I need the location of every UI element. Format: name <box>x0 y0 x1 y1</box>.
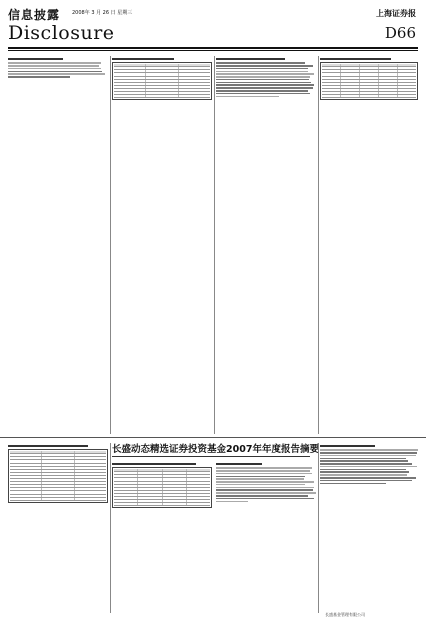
column-divider <box>318 443 319 613</box>
text-line <box>216 481 314 483</box>
text-line <box>320 480 412 482</box>
text-line <box>320 483 386 485</box>
block-heading <box>216 463 262 465</box>
text-column-2 <box>112 56 212 434</box>
block-heading <box>216 58 285 60</box>
text-line <box>216 62 305 64</box>
text-line <box>216 492 316 494</box>
text-line <box>8 71 102 73</box>
text-line <box>216 68 308 70</box>
text-line <box>216 79 309 81</box>
headline-underline <box>112 456 310 457</box>
text-column-1 <box>8 56 108 434</box>
column-divider <box>110 443 111 613</box>
column-divider <box>214 56 215 434</box>
text-line <box>216 498 314 500</box>
text-block <box>8 58 108 78</box>
text-line <box>216 76 310 78</box>
text-line <box>320 463 412 465</box>
text-line <box>216 71 308 73</box>
text-line <box>320 460 408 462</box>
text-line <box>8 73 105 75</box>
text-column-4 <box>320 56 418 434</box>
text-line <box>216 90 308 92</box>
table-row <box>10 498 106 501</box>
header-rule <box>8 47 418 49</box>
footer-note: 长盛基金管理有限公司 <box>325 612 365 617</box>
page-number: D66 <box>384 24 416 42</box>
text-line <box>216 93 310 95</box>
table-row <box>114 95 210 98</box>
text-line <box>8 62 101 64</box>
text-line <box>216 478 304 480</box>
section-title-en: Disclosure <box>8 22 115 44</box>
text-line <box>216 476 305 478</box>
data-table <box>320 58 418 100</box>
header-rule-thin <box>8 50 418 51</box>
text-line <box>320 477 416 479</box>
block-heading <box>8 58 63 60</box>
table-row <box>114 503 210 506</box>
report-headline: 长盛动态精选证券投资基金2007年年度报告摘要 <box>112 444 319 455</box>
newspaper-name: 上海证券报 <box>376 8 416 18</box>
data-table <box>8 445 108 503</box>
text-line <box>8 76 70 78</box>
section-divider <box>0 437 426 438</box>
text-column-5 <box>8 443 108 613</box>
data-table <box>112 463 212 508</box>
text-line <box>216 487 314 489</box>
text-line <box>320 455 416 457</box>
text-line <box>216 467 312 469</box>
issue-date: 2008年 3 月 26 日 星期三 <box>72 10 133 16</box>
text-line <box>216 473 312 475</box>
text-line <box>216 73 314 75</box>
text-column-3 <box>216 56 316 434</box>
text-line <box>216 65 313 67</box>
text-line <box>8 68 101 70</box>
block-heading <box>112 58 174 60</box>
text-line <box>216 82 311 84</box>
block-heading <box>320 58 391 60</box>
text-line <box>320 466 417 468</box>
text-line <box>320 449 418 451</box>
text-line <box>216 489 313 491</box>
column-divider <box>318 56 319 434</box>
data-table <box>112 58 212 100</box>
block-heading <box>320 445 375 447</box>
section-title-cn: 信息披露 <box>8 8 61 22</box>
column-divider <box>110 56 111 434</box>
table-row <box>322 95 416 98</box>
text-column-7 <box>216 461 316 613</box>
text-line <box>216 501 248 503</box>
page-header <box>8 6 418 46</box>
text-line <box>216 484 305 486</box>
text-column-6 <box>112 461 212 613</box>
text-line <box>320 458 406 460</box>
text-line <box>320 452 417 454</box>
block-heading <box>112 463 196 465</box>
text-block <box>216 58 316 97</box>
text-line <box>216 87 313 89</box>
text-column-8 <box>320 443 418 613</box>
text-block <box>216 463 316 502</box>
text-line <box>320 471 409 473</box>
text-line <box>320 474 407 476</box>
text-line <box>320 469 406 471</box>
text-block <box>320 445 418 484</box>
block-heading <box>8 445 88 447</box>
text-line <box>216 96 279 98</box>
text-line <box>216 495 308 497</box>
text-line <box>216 470 310 472</box>
text-line <box>216 84 314 86</box>
text-line <box>8 65 99 67</box>
